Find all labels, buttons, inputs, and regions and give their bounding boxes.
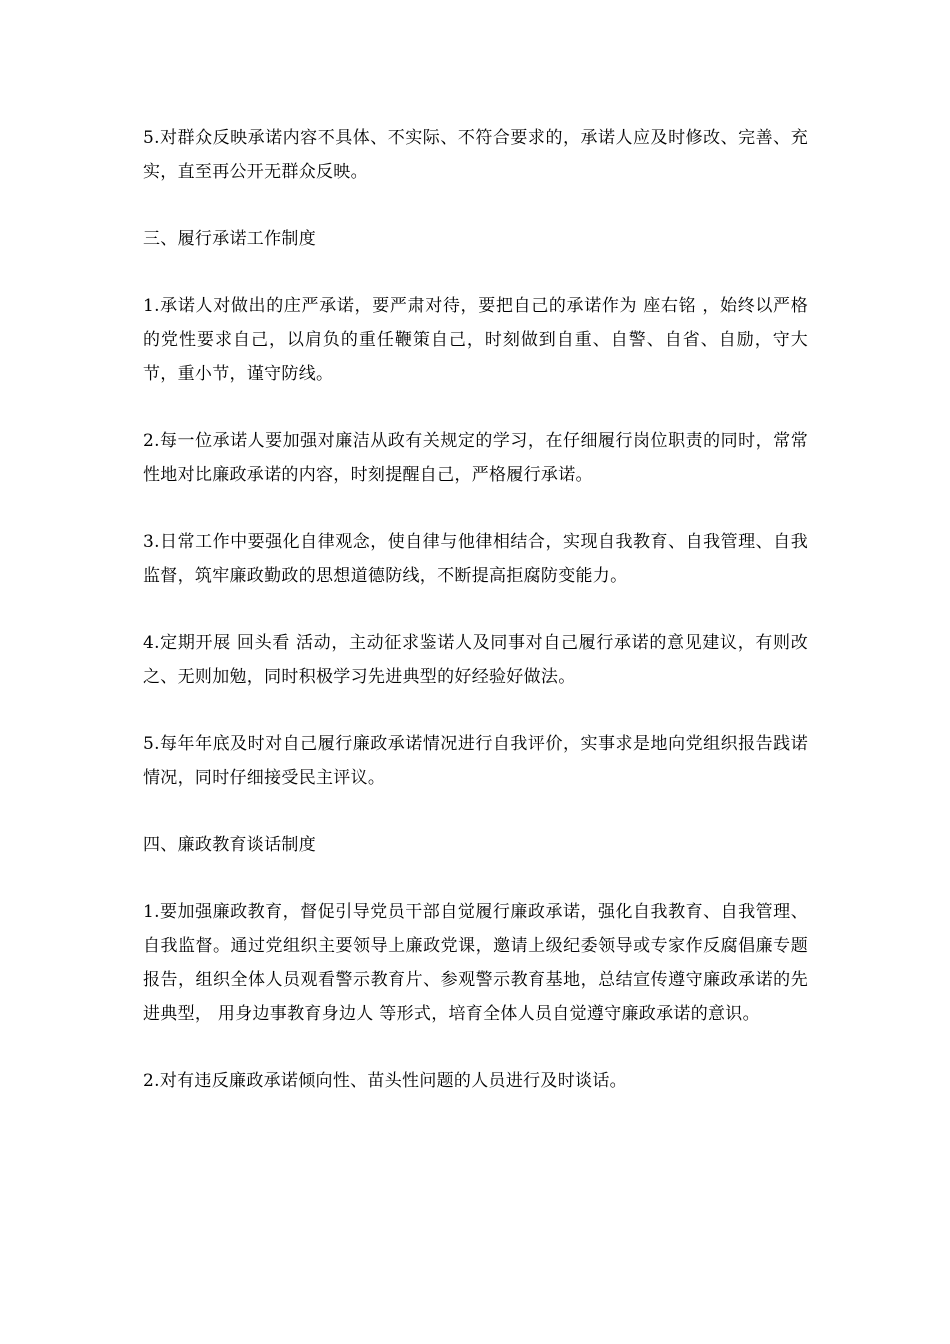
paragraph-fulfill-5: 5.每年年底及时对自己履行廉政承诺情况进行自我评价，实事求是地向党组织报告践诺情况，同时仔细接受民主评议。 xyxy=(143,734,808,788)
paragraph-education-1: 1.要加强廉政教育，督促引导党员干部自觉履行廉政承诺，强化自我教育、自我管理、自我监督。通过党组织主要领导上廉政党课，邀请上级纪委领导或专家作反腐倡廉专题报告，组织全体人员观看警示教育片、参观警示教育基地，总结宣传遵守廉政承诺的先进典型， 用身边事教育身边人 等形式，培育全体人员自觉遵守廉政承诺的意识。 xyxy=(143,902,808,1024)
paragraph-fulfill-2: 2.每一位承诺人要加强对廉洁从政有关规定的学习，在仔细履行岗位职责的同时，常常性地对比廉政承诺的内容，时刻提醒自己，严格履行承诺。 xyxy=(143,431,808,485)
section-heading-fulfill-commitment: 三、履行承诺工作制度 xyxy=(143,229,316,249)
paragraph-fulfill-4: 4.定期开展 回头看 活动，主动征求鉴诺人及同事对自己履行承诺的意见建议，有则改之、无则加勉，同时积极学习先进典型的好经验好做法。 xyxy=(143,633,808,687)
paragraph-public-feedback-revision: 5.对群众反映承诺内容不具体、不实际、不符合要求的，承诺人应及时修改、完善、充实，直至再公开无群众反映。 xyxy=(143,128,808,182)
section-heading-integrity-education: 四、廉政教育谈话制度 xyxy=(143,835,316,855)
document-body xyxy=(143,121,808,1131)
paragraph-fulfill-3: 3.日常工作中要强化自律观念，使自律与他律相结合，实现自我教育、自我管理、自我监督，筑牢廉政勤政的思想道德防线，不断提高拒腐防变能力。 xyxy=(143,532,808,586)
paragraph-education-2: 2.对有违反廉政承诺倾向性、苗头性问题的人员进行及时谈话。 xyxy=(143,1071,627,1091)
paragraph-fulfill-1: 1.承诺人对做出的庄严承诺，要严肃对待，要把自己的承诺作为 座右铭 ，始终以严格的党性要求自己，以肩负的重任鞭策自己，时刻做到自重、自警、自省、自励，守大节，重小节，谨守防线。 xyxy=(143,296,808,384)
